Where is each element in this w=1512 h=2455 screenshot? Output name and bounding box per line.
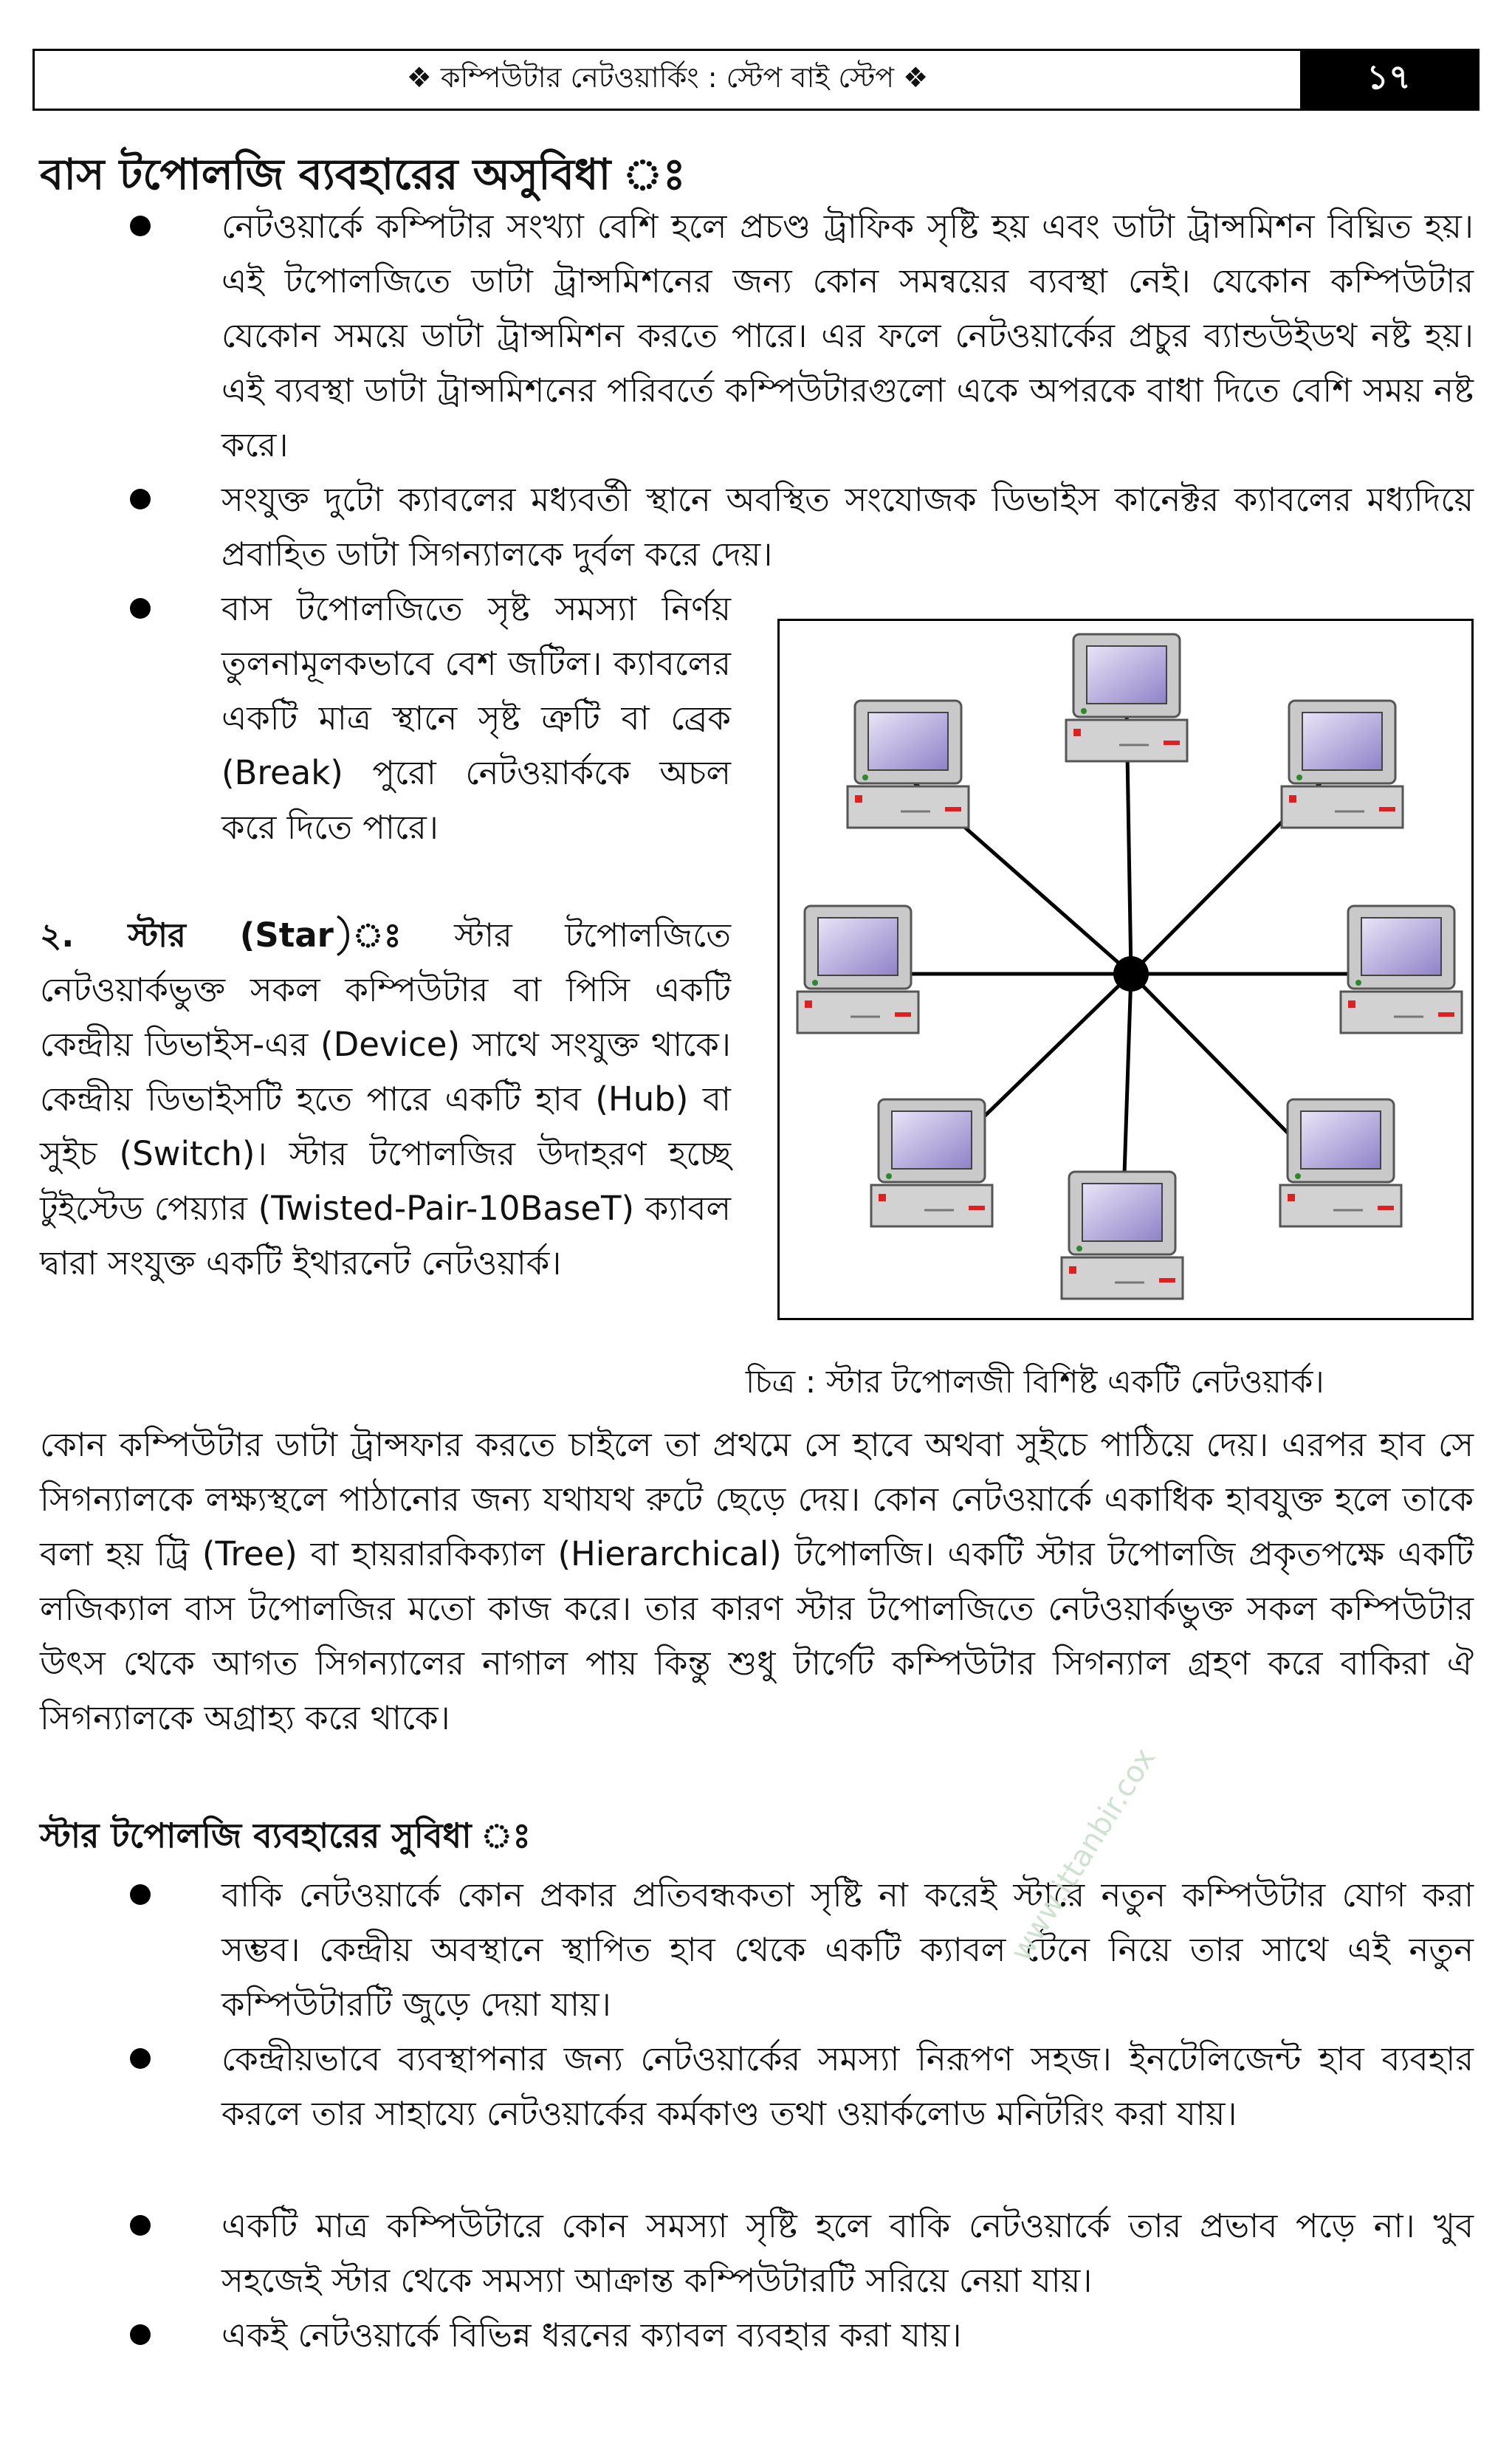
computer-icon bbox=[797, 906, 918, 1033]
computer-icon bbox=[871, 1099, 992, 1226]
bullet-text: নেটওয়ার্কে কম্পিটার সংখ্যা বেশি হলে প্রচণ্ড ট্রাফিক সৃষ্টি হয় এবং ডাটা ট্রান্সমিশন বিঘ্নিত হয়। এই টপোলজিতে ডাটা ট্রান্সমিশনের জন্য কোন সমন্বয়ের ব্যবস্থা নেই। যেকোন কম্পিউটার যেকোন সময়ে ডাটা ট্রান্সমিশন করতে পারে। এর ফলে নেটওয়ার্কের প্রচুর ব্যান্ডউইডথ নষ্ট হয়। এই ব্যবস্থা ডাটা ট্রান্সমিশনের পরিবর্তে কম্পিউটারগুলো একে অপরকে বাধা দিতে বেশি সময় নষ্ট করে। bbox=[221, 207, 1474, 464]
bullet-text: বাকি নেটওয়ার্কে কোন প্রকার প্রতিবন্ধকতা সৃষ্টি না করেই স্টারে নতুন কম্পিউটার যোগ করা সম্ভব। কেন্দ্রীয় অবস্থানে স্থাপিত হাব থেকে একটি ক্যাবল টেনে নিয়ে তার সাথে এই নতুন কম্পিউটারটি জুড়ে দেয়া যায়। bbox=[221, 1875, 1474, 2024]
computer-icon bbox=[1280, 1099, 1401, 1226]
computer-icon bbox=[1062, 1172, 1183, 1299]
bullet-text: বাস টপোলজিতে সৃষ্ট সমস্যা নির্ণয় তুলনামূলকভাবে বেশ জটিল। ক্যাবলের একটি মাত্র স্থানে সৃষ্ট ত্রুটি বা ব্রেক (Break) পুরো নেটওয়ার্ককে অচল করে দিতে পারে। bbox=[221, 589, 731, 847]
bullet-text: একই নেটওয়ার্কে বিভিন্ন ধরনের ক্যাবল ব্যবহার করা যায়। bbox=[221, 2315, 962, 2355]
bullet-text: সংযুক্ত দুটো ক্যাবলের মধ্যবর্তী স্থানে অবস্থিত সংযোজক ডিভাইস কানেক্টর ক্যাবলের মধ্যদিয়ে প্রবাহিত ডাটা সিগন্যালকে দুর্বল করে দেয়। bbox=[221, 480, 1474, 574]
section-heading-bus-disadvantages: বাস টপোলজি ব্যবহারের অসুবিধা ঃ bbox=[40, 149, 686, 199]
section-heading-star-advantages: স্টার টপোলজি ব্যবহারের সুবিধা ঃ bbox=[40, 1816, 531, 1855]
computer-icon bbox=[848, 701, 969, 828]
bullet-text: একটি মাত্র কম্পিউটারে কোন সমস্যা সৃষ্টি হলে বাকি নেটওয়ার্কে তার প্রভাব পড়ে না। খুব সহজেই স্টার থেকে সমস্যা আক্রান্ত কম্পিউটারটি সরিয়ে নেয়া যায়। bbox=[221, 2206, 1474, 2300]
bullet-marker bbox=[130, 2215, 151, 2236]
computer-icon bbox=[1066, 634, 1187, 761]
star-body-paragraph: কোন কম্পিউটার ডাটা ট্রান্সফার করতে চাইলে তা প্রথমে সে হাবে অথবা সুইচে পাঠিয়ে দেয়। এরপর হাব সে সিগন্যালকে লক্ষ্যস্থলে পাঠানোর জন্য যথাযথ রুটে ছেড়ে দেয়। কোন নেটওয়ার্কে একাধিক হাবযুক্ত হলে তাকে বলা হয় ট্রি (Tree) বা হায়রারকিক্যাল (Hierarchical) টপোলজি। একটি স্টার টপোলজি প্রকৃতপক্ষে একটি লজিক্যাল বাস টপোলজির মতো কাজ করে। তার কারণ স্টার টপোলজিতে নেটওয়ার্কভুক্ত সকল কম্পিউটার উৎস থেকে আগত সিগন্যালের নাগাল পায় কিন্তু শুধু টার্গেট কম্পিউটার সিগন্যাল গ্রহণ করে বাকিরা ঐ সিগন্যালকে অগ্রাহ্য করে থাকে। bbox=[40, 1425, 1474, 1737]
bullet-marker bbox=[130, 1884, 151, 1905]
star-lead: ২. স্টার (Star)ঃ bbox=[40, 916, 402, 955]
bullet-marker bbox=[130, 2324, 151, 2345]
page-header bbox=[32, 49, 1480, 111]
hub-node bbox=[1113, 956, 1149, 992]
bullet-marker bbox=[130, 216, 151, 236]
bullet-marker bbox=[130, 489, 151, 509]
bullet-marker bbox=[130, 598, 151, 619]
bullet-marker bbox=[130, 2048, 151, 2069]
watermark: www.ittanbir.cox bbox=[1004, 1742, 1163, 1968]
page-number: ১৭ bbox=[1300, 51, 1477, 109]
figure-caption: চিত্র : স্টার টপোলজী বিশিষ্ট একটি নেটওয়ার্ক। bbox=[746, 1364, 1324, 1401]
bullet-text: কেন্দ্রীয়ভাবে ব্যবস্থাপনার জন্য নেটওয়ার্কের সমস্যা নিরূপণ সহজ। ইনটেলিজেন্ট হাব ব্যবহার করলে তার সাহায্যে নেটওয়ার্কের কর্মকাণ্ড তথা ওয়ার্কলোড মনিটরিং করা যায়। bbox=[221, 2039, 1474, 2133]
book-title: ❖ কম্পিউটার নেটওয়ার্কিং : স্টেপ বাই স্টেপ ❖ bbox=[406, 61, 929, 94]
computer-icon bbox=[1341, 906, 1462, 1033]
star-topology-figure bbox=[777, 619, 1474, 1320]
computer-icon bbox=[1282, 701, 1403, 828]
star-intro-paragraph bbox=[40, 908, 731, 1291]
star-topology-diagram bbox=[780, 621, 1471, 1318]
star-intro-text: স্টার টপোলজিতে নেটওয়ার্কভুক্ত সকল কম্পিউটার বা পিসি একটি কেন্দ্রীয় ডিভাইস-এর (Device) সাথে সংযুক্ত থাকে। কেন্দ্রীয় ডিভাইসটি হতে পারে একটি হাব (Hub) বা সুইচ (Switch)। স্টার টপোলজির উদাহরণ হচ্ছে টুইস্টেড পেয়্যার (Twisted-Pair-10BaseT) ক্যাবল দ্বারা সংযুক্ত একটি ইথারনেট নেটওয়ার্ক। bbox=[40, 916, 731, 1283]
